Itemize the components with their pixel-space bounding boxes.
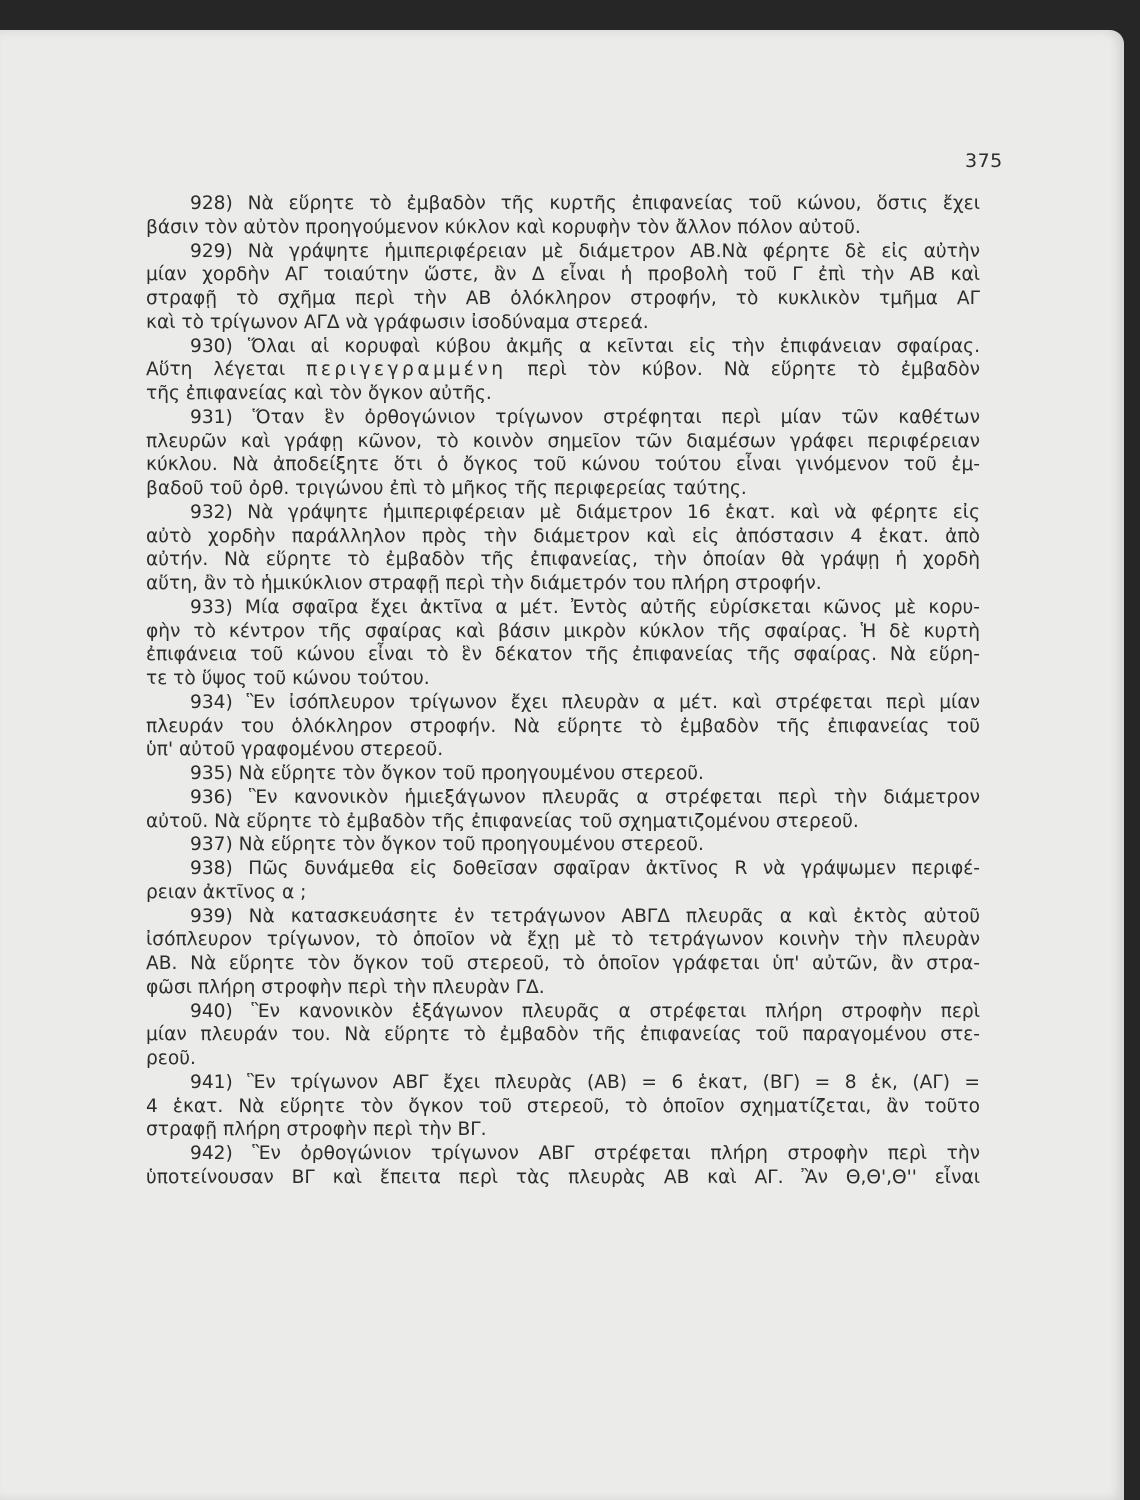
text-line: ὑπ' αὐτοῦ γραφομένου στερεοῦ. [146,739,444,761]
text-line: 935) Νὰ εὕρητε τὸν ὄγκον τοῦ προηγουμένου στερεοῦ. [190,763,704,784]
text-segment: Αὕτη λέγεται [146,359,307,381]
text-line: αὐτοῦ. Νὰ εὕρητε τὸ ἐμβαδὸν τῆς ἐπιφανείας τοῦ σχηματιζομένου στερεοῦ. [146,810,859,832]
text-line: 937) Νὰ εὕρητε τὸν ὄγκον τοῦ προηγουμένου στερεοῦ. [190,834,704,856]
text-line: 940) Ἓν κανονικὸν ἑξάγωνον πλευρᾶς α στρέφεται πλήρη στροφὴν περὶ [190,1000,980,1022]
text-line: 934) Ἓν ἰσόπλευρον τρίγωνον ἔχει πλευρὰν α μέτ. καὶ στρέφεται περὶ μίαν [190,691,980,713]
text-line: μίαν πλευράν του. Νὰ εὕρητε τὸ ἐμβαδὸν τῆς ἐπιφανείας τοῦ παραγομένου στε- [146,1024,980,1046]
text-line: 4 ἑκατ. Νὰ εὕρητε τὸν ὄγκον τοῦ στερεοῦ, τὸ ὁποῖον σχηματίζεται, ἂν τοῦτο [146,1095,980,1117]
text-line: τε τὸ ὕψος τοῦ κώνου τούτου. [146,668,430,689]
text-line: 929) Νὰ γράψητε ἡμιπεριφέρειαν μὲ διάμετρον ΑΒ.Νὰ φέρητε δὲ εἰς αὐτὴν [190,240,980,262]
text-line: καὶ τὸ τρίγωνον ΑΓΔ νὰ γράφωσιν ἰσοδύναμα στερεά. [146,311,649,333]
text-line: στραφῇ πλήρη στροφὴν περὶ τὴν ΒΓ. [146,1119,487,1141]
text-line: 930) Ὅλαι αἱ κορυφαὶ κύβου ἀκμῆς α κεῖνται εἰς τὴν ἐπιφάνειαν σφαίρας. [190,335,980,357]
text-line: 939) Νὰ κατασκευάσητε ἐν τετράγωνον ΑΒΓΔ πλευρᾶς α καὶ ἐκτὸς αὐτοῦ [190,905,980,927]
text-line: πλευράν του ὁλόκληρον στροφήν. Νὰ εὕρητε τὸ ἐμβαδὸν τῆς ἐπιφανείας τοῦ [146,715,980,737]
text-line: στραφῇ τὸ σχῆμα περὶ τὴν ΑΒ ὁλόκληρον στροφήν, τὸ κυκλικὸν τμῆμα ΑΓ [146,288,980,309]
text-line: ΑΒ. Νὰ εὕρητε τὸν ὄγκον τοῦ στερεοῦ, τὸ ὁποῖον γράφεται ὑπ' αὐτῶν, ἂν στρα- [146,953,980,974]
book-page [0,30,1124,1500]
text-line: ἰσόπλευρον τρίγωνον, τὸ ὁποῖον νὰ ἔχῃ μὲ τὸ τετράγωνον κοινὴν τὴν πλευρὰν [146,929,980,951]
text-line: αὐτήν. Νὰ εὕρητε τὸ ἐμβαδὸν τῆς ἐπιφανείας, τὴν ὁποίαν θὰ γράψῃ ἡ χορδὴ [146,549,980,571]
text-line: 938) Πῶς δυνάμεθα εἰς δοθεῖσαν σφαῖραν ἀκτῖνος R νὰ γράψωμεν περιφέ- [190,858,980,879]
text-line: φῶσι πλήρη στροφὴν περὶ τὴν πλευρὰν ΓΔ. [146,976,545,998]
text-line: αὕτη, ἂν τὸ ἡμικύκλιον στραφῇ περὶ τὴν διάμετρόν του πλήρη στροφήν. [146,573,822,594]
exercise-text-block [146,192,980,1190]
text-segment: περὶ τὸν κύβον. Νὰ εὕρητε τὸ ἐμβαδὸν [506,359,980,381]
text-line: βάσιν τὸν αὐτὸν προηγούμενον κύκλον καὶ κορυφὴν τὸν ἄλλον πόλον αὐτοῦ. [146,216,861,238]
page-number: 375 [965,150,1003,172]
text-line: ὑποτείνουσαν ΒΓ καὶ ἔπειτα περὶ τὰς πλευρὰς ΑΒ καὶ ΑΓ. Ἂν Θ,Θ',Θ'' εἶναι [146,1166,980,1188]
spaced-term: περιγεγραμμένη [306,359,507,381]
text-line: 928) Νὰ εὕρητε τὸ ἐμβαδὸν τῆς κυρτῆς ἐπιφανείας τοῦ κώνου, ὅστις ἔχει [190,193,980,214]
text-line: τῆς ἐπιφανείας καὶ τὸν ὄγκον αὐτῆς. [146,383,492,404]
text-line: ρειαν ἀκτῖνος α ; [146,881,307,903]
text-line: 942) Ἓν ὀρθογώνιον τρίγωνον ΑΒΓ στρέφεται πλήρη στροφὴν περὶ τὴν [190,1143,980,1164]
text-line: μίαν χορδὴν ΑΓ τοιαύτην ὥστε, ἂν Δ εἶναι ἡ προβολὴ τοῦ Γ ἐπὶ τὴν ΑΒ καὶ [146,264,980,286]
text-line [146,358,980,382]
text-line: 931) Ὅταν ἓν ὀρθογώνιον τρίγωνον στρέφηται περὶ μίαν τῶν καθέτων [190,406,980,428]
text-line: αὐτὸ χορδὴν παράλληλον πρὸς τὴν διάμετρον καὶ εἰς ἀπόστασιν 4 ἑκατ. ἀπὸ [146,525,980,547]
text-line: φὴν τὸ κέντρον τῆς σφαίρας καὶ βάσιν μικρὸν κύκλον τῆς σφαίρας. Ἡ δὲ κυρτὴ [146,620,980,642]
text-line: 932) Νὰ γράψητε ἡμιπεριφέρειαν μὲ διάμετρον 16 ἑκατ. καὶ νὰ φέρητε εἰς [190,501,980,523]
text-line: 941) Ἓν τρίγωνον ΑΒΓ ἔχει πλευρὰς (ΑΒ) = 6 ἑκατ, (ΒΓ) = 8 ἑκ, (ΑΓ) = [190,1071,980,1093]
text-line: ἐπιφάνεια τοῦ κώνου εἶναι τὸ ἓν δέκατον τῆς ἐπιφανείας τῆς σφαίρας. Νὰ εὕρη- [146,644,980,666]
text-line: 933) Μία σφαῖρα ἔχει ἀκτῖνα α μέτ. Ἐντὸς αὐτῆς εὑρίσκεται κῶνος μὲ κορυ- [190,596,980,618]
text-line: βαδοῦ τοῦ ὀρθ. τριγώνου ἐπὶ τὸ μῆκος τῆς περιφερείας ταύτης. [146,478,747,499]
text-line: πλευρῶν καὶ γράφῃ κῶνον, τὸ κοινὸν σημεῖον τῶν διαμέσων γράφει περιφέρειαν [146,430,980,452]
text-line: κύκλου. Νὰ ἀποδείξητε ὅτι ὁ ὄγκος τοῦ κώνου τούτου εἶναι γινόμενον τοῦ ἐμ- [146,454,980,476]
text-line: 936) Ἓν κανονικὸν ἡμιεξάγωνον πλευρᾶς α στρέφεται περὶ τὴν διάμετρον [190,786,980,808]
text-line: ρεοῦ. [146,1048,196,1069]
